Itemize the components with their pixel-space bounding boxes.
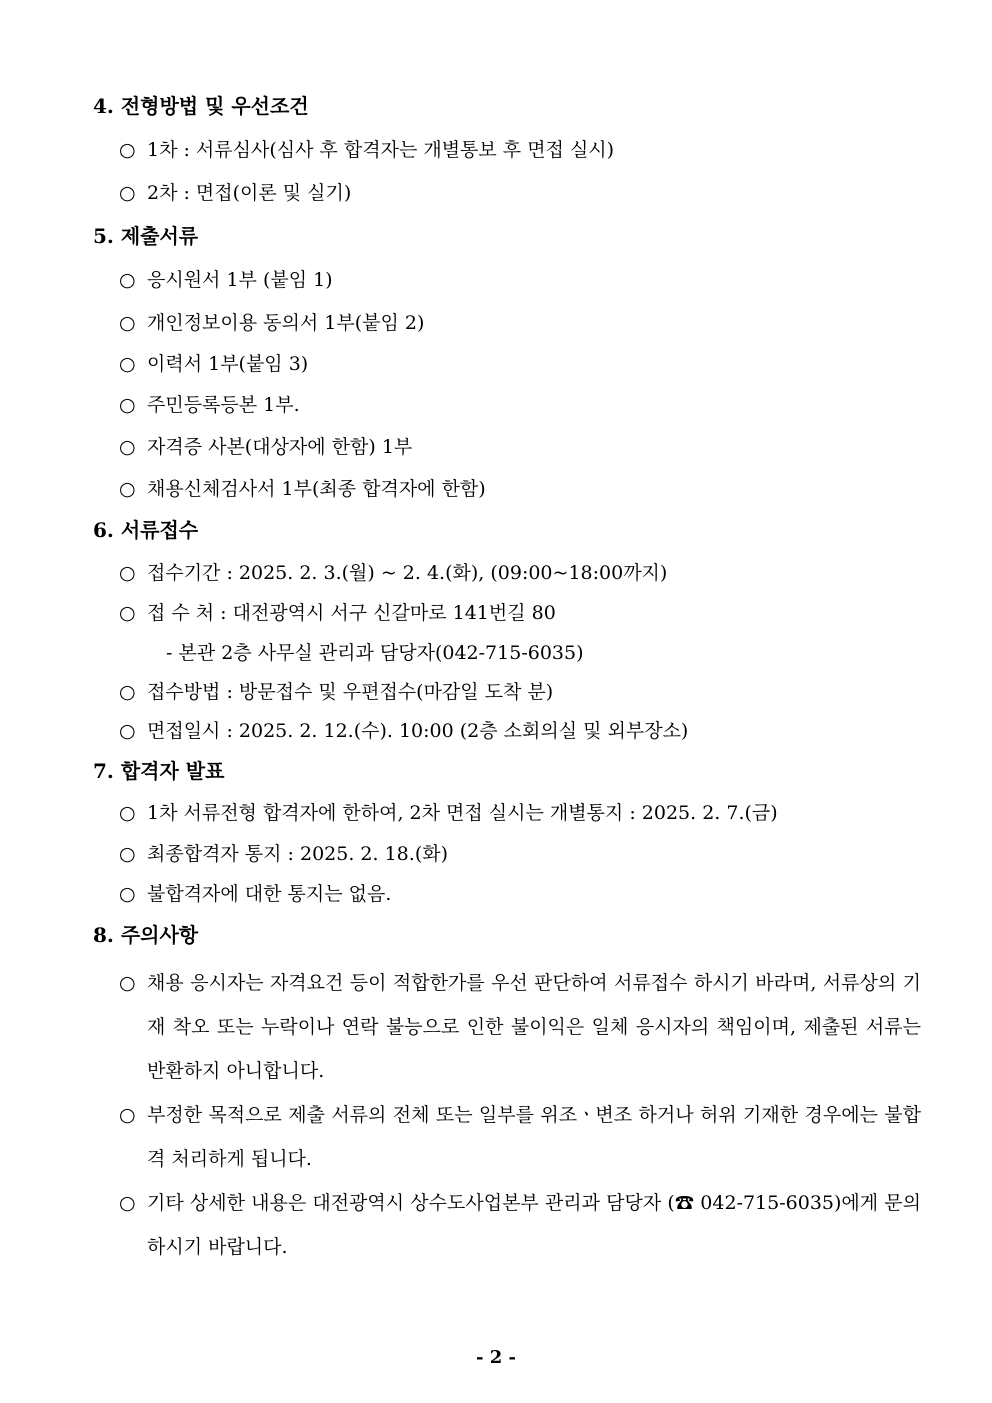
circle-bullet-icon: ○: [119, 681, 136, 703]
list-item: ○ 채용신체검사서 1부(최종 합격자에 한함): [119, 478, 486, 500]
circle-bullet-icon: ○: [119, 562, 136, 584]
list-item: ○ 접 수 처 : 대전광역시 서구 신갈마로 141번길 80: [119, 602, 556, 624]
list-item: ○ 주민등록등본 1부.: [119, 394, 300, 416]
circle-bullet-icon: ○: [119, 394, 136, 416]
circle-bullet-icon: ○: [119, 720, 136, 742]
circle-bullet-icon: ○: [119, 843, 136, 865]
section-5-heading: 5. 제출서류: [93, 224, 199, 248]
list-item: ○ 불합격자에 대한 통지는 없음.: [119, 883, 392, 905]
section-7-heading: 7. 합격자 발표: [93, 759, 225, 783]
list-item: ○ 자격증 사본(대상자에 한함) 1부: [119, 436, 413, 458]
circle-bullet-icon: ○: [119, 353, 136, 375]
circle-bullet-icon: ○: [119, 269, 136, 291]
circle-bullet-icon: ○: [119, 602, 136, 624]
list-item: ○ 접수방법 : 방문접수 및 우편접수(마감일 도착 분): [119, 681, 554, 703]
list-item: ○ 응시원서 1부 (붙임 1): [119, 269, 333, 291]
sub-item: - 본관 2층 사무실 관리과 담당자(042-715-6035): [166, 642, 584, 664]
list-item: ○ 이력서 1부(붙임 3): [119, 353, 309, 375]
list-item: ○ 접수기간 : 2025. 2. 3.(월) ~ 2. 4.(화), (09:00~18:00까지): [119, 562, 668, 584]
circle-bullet-icon: ○: [119, 182, 136, 204]
notice-paragraph: ○ 기타 상세한 내용은 대전광역시 상수도사업본부 관리과 담당자 (☎ 042-715-6035)에게 문의하시기 바랍니다.: [119, 1181, 921, 1269]
section-6-heading: 6. 서류접수: [93, 518, 199, 542]
circle-bullet-icon: ○: [119, 1192, 136, 1214]
list-item: ○ 개인정보이용 동의서 1부(붙임 2): [119, 312, 425, 334]
section-4-heading: 4. 전형방법 및 우선조건: [93, 94, 309, 118]
circle-bullet-icon: ○: [119, 972, 136, 994]
list-item: ○ 1차 : 서류심사(심사 후 합격자는 개별통보 후 면접 실시): [119, 139, 615, 161]
circle-bullet-icon: ○: [119, 478, 136, 500]
notice-paragraph: ○ 부정한 목적으로 제출 서류의 전체 또는 일부를 위조ㆍ변조 하거나 허위 기재한 경우에는 불합격 처리하게 됩니다.: [119, 1093, 921, 1181]
list-item: ○ 1차 서류전형 합격자에 한하여, 2차 면접 실시는 개별통지 : 2025. 2. 7.(금): [119, 802, 778, 824]
section-8-heading: 8. 주의사항: [93, 923, 199, 947]
notice-paragraph: ○ 채용 응시자는 자격요건 등이 적합한가를 우선 판단하여 서류접수 하시기 바라며, 서류상의 기재 착오 또는 누락이나 연락 불능으로 인한 불이익은 일체 응시자의 책임이며, 제출된 서류는 반환하지 아니합니다.: [119, 961, 921, 1093]
circle-bullet-icon: ○: [119, 1104, 136, 1126]
list-item: ○ 최종합격자 통지 : 2025. 2. 18.(화): [119, 843, 448, 865]
circle-bullet-icon: ○: [119, 139, 136, 161]
list-item: ○ 2차 : 면접(이론 및 실기): [119, 182, 352, 204]
circle-bullet-icon: ○: [119, 883, 136, 905]
circle-bullet-icon: ○: [119, 312, 136, 334]
circle-bullet-icon: ○: [119, 802, 136, 824]
list-item: ○ 면접일시 : 2025. 2. 12.(수). 10:00 (2층 소회의실 및 외부장소): [119, 720, 689, 742]
page-number: - 2 -: [476, 1347, 516, 1368]
circle-bullet-icon: ○: [119, 436, 136, 458]
